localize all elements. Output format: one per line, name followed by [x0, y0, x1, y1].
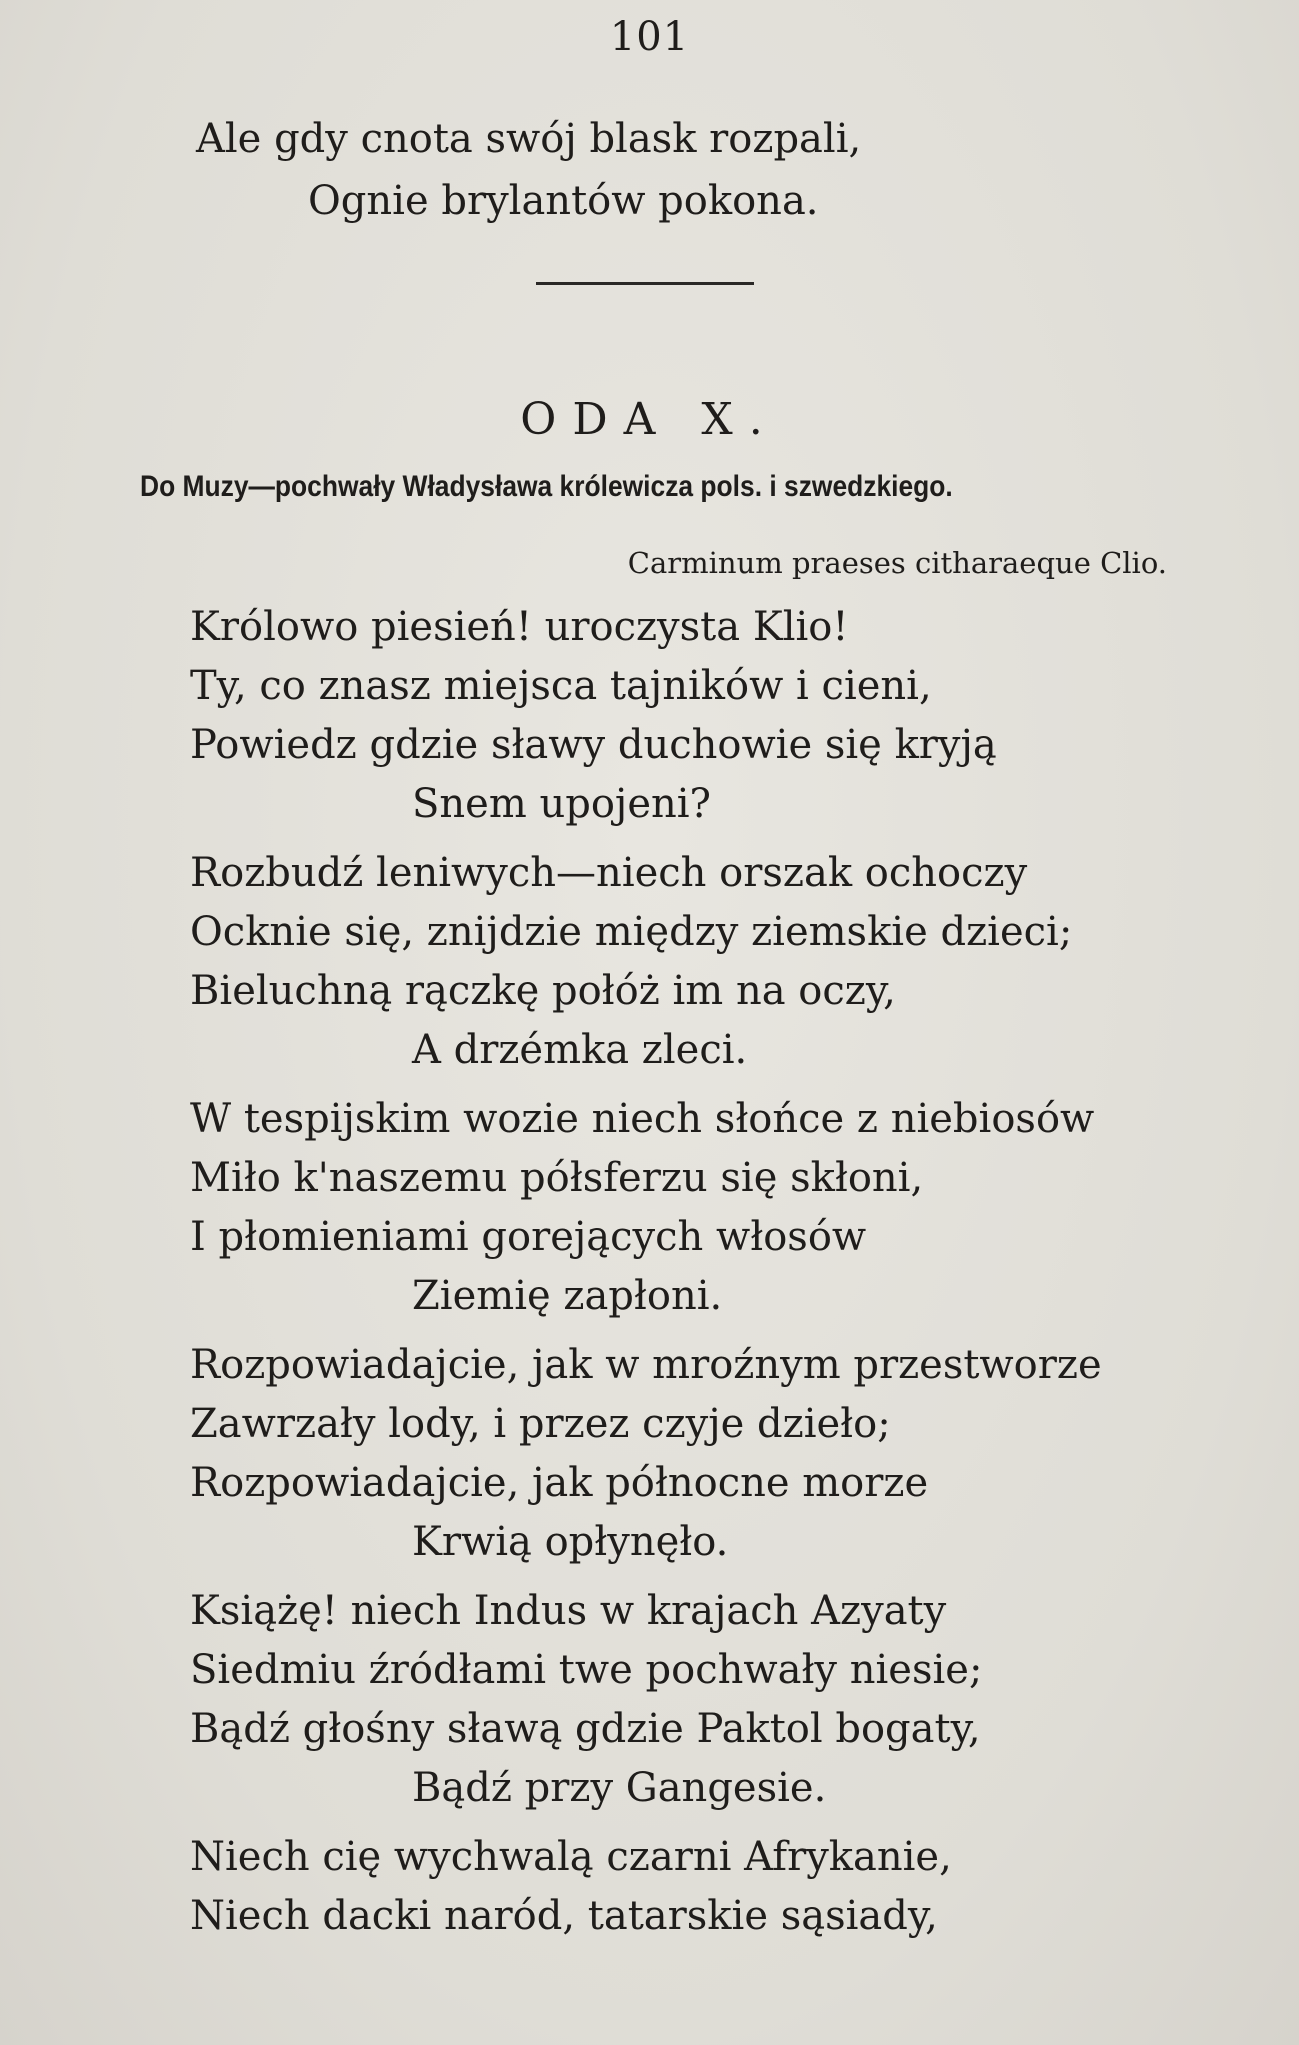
stanza — [190, 844, 1102, 1080]
verse-line: I płomieniami gorejących włosów — [190, 1214, 867, 1260]
verse-line: Zawrzały lody, i przez czyje dzieło; — [190, 1401, 891, 1447]
page-number: 101 — [609, 14, 690, 60]
previous-poem-ending — [196, 108, 861, 232]
verse-line: Bądź głośny sławą gdzie Paktol bogaty, — [190, 1706, 981, 1752]
verse-line: Miło k'naszemu półsferzu się skłoni, — [190, 1155, 924, 1201]
poem-body — [190, 598, 1102, 1956]
verse-line: Siedmiu źródłami twe pochwały niesie; — [190, 1647, 983, 1693]
verse-line: Niech dacki naród, tatarskie sąsiady, — [190, 1893, 938, 1939]
stanza — [190, 598, 1102, 834]
verse-line: Książę! niech Indus w krajach Azyaty — [190, 1588, 947, 1634]
verse-line: Ocknie się, znijdzie między ziemskie dzieci; — [190, 909, 1073, 955]
verse-line: Rozpowiadajcie, jak północne morze — [190, 1460, 929, 1506]
verse-line: A drzémka zleci. — [412, 1027, 748, 1073]
stanza — [190, 1582, 1102, 1818]
stanza — [190, 1828, 1102, 1946]
verse-line: Bieluchną rączkę połóż im na oczy, — [190, 968, 896, 1014]
stanza — [190, 1336, 1102, 1572]
ode-title: ODA X. — [520, 394, 779, 445]
verse-line: Snem upojeni? — [412, 781, 712, 827]
verse-line: Rozbudź leniwych—niech orszak ochoczy — [190, 850, 1028, 896]
verse-line: Ziemię zapłoni. — [412, 1273, 723, 1319]
verse-line: Ognie brylantów pokona. — [308, 178, 819, 224]
ode-dedication: Do Muzy—pochwały Władysława królewicza pols. i szwedzkiego. — [140, 470, 953, 503]
verse-line: W tespijskim wozie niech słońce z niebiosów — [190, 1096, 1095, 1142]
verse-line: Królowo piesień! uroczysta Klio! — [190, 604, 849, 650]
verse-line: Ty, co znasz miejsca tajników i cieni, — [190, 663, 932, 709]
section-divider — [536, 282, 754, 285]
verse-line: Bądź przy Gangesie. — [412, 1765, 827, 1811]
verse-line: Niech cię wychwalą czarni Afrykanie, — [190, 1834, 952, 1880]
ode-epigraph: Carminum praeses citharaeque Clio. — [627, 546, 1167, 580]
verse-line: Ale gdy cnota swój blask rozpali, — [196, 116, 862, 162]
verse-line: Krwią opłynęło. — [412, 1519, 729, 1565]
verse-line: Powiedz gdzie sławy duchowie się kryją — [190, 722, 997, 768]
verse-line: Rozpowiadajcie, jak w mroźnym przestworze — [190, 1342, 1102, 1388]
stanza — [190, 1090, 1102, 1326]
